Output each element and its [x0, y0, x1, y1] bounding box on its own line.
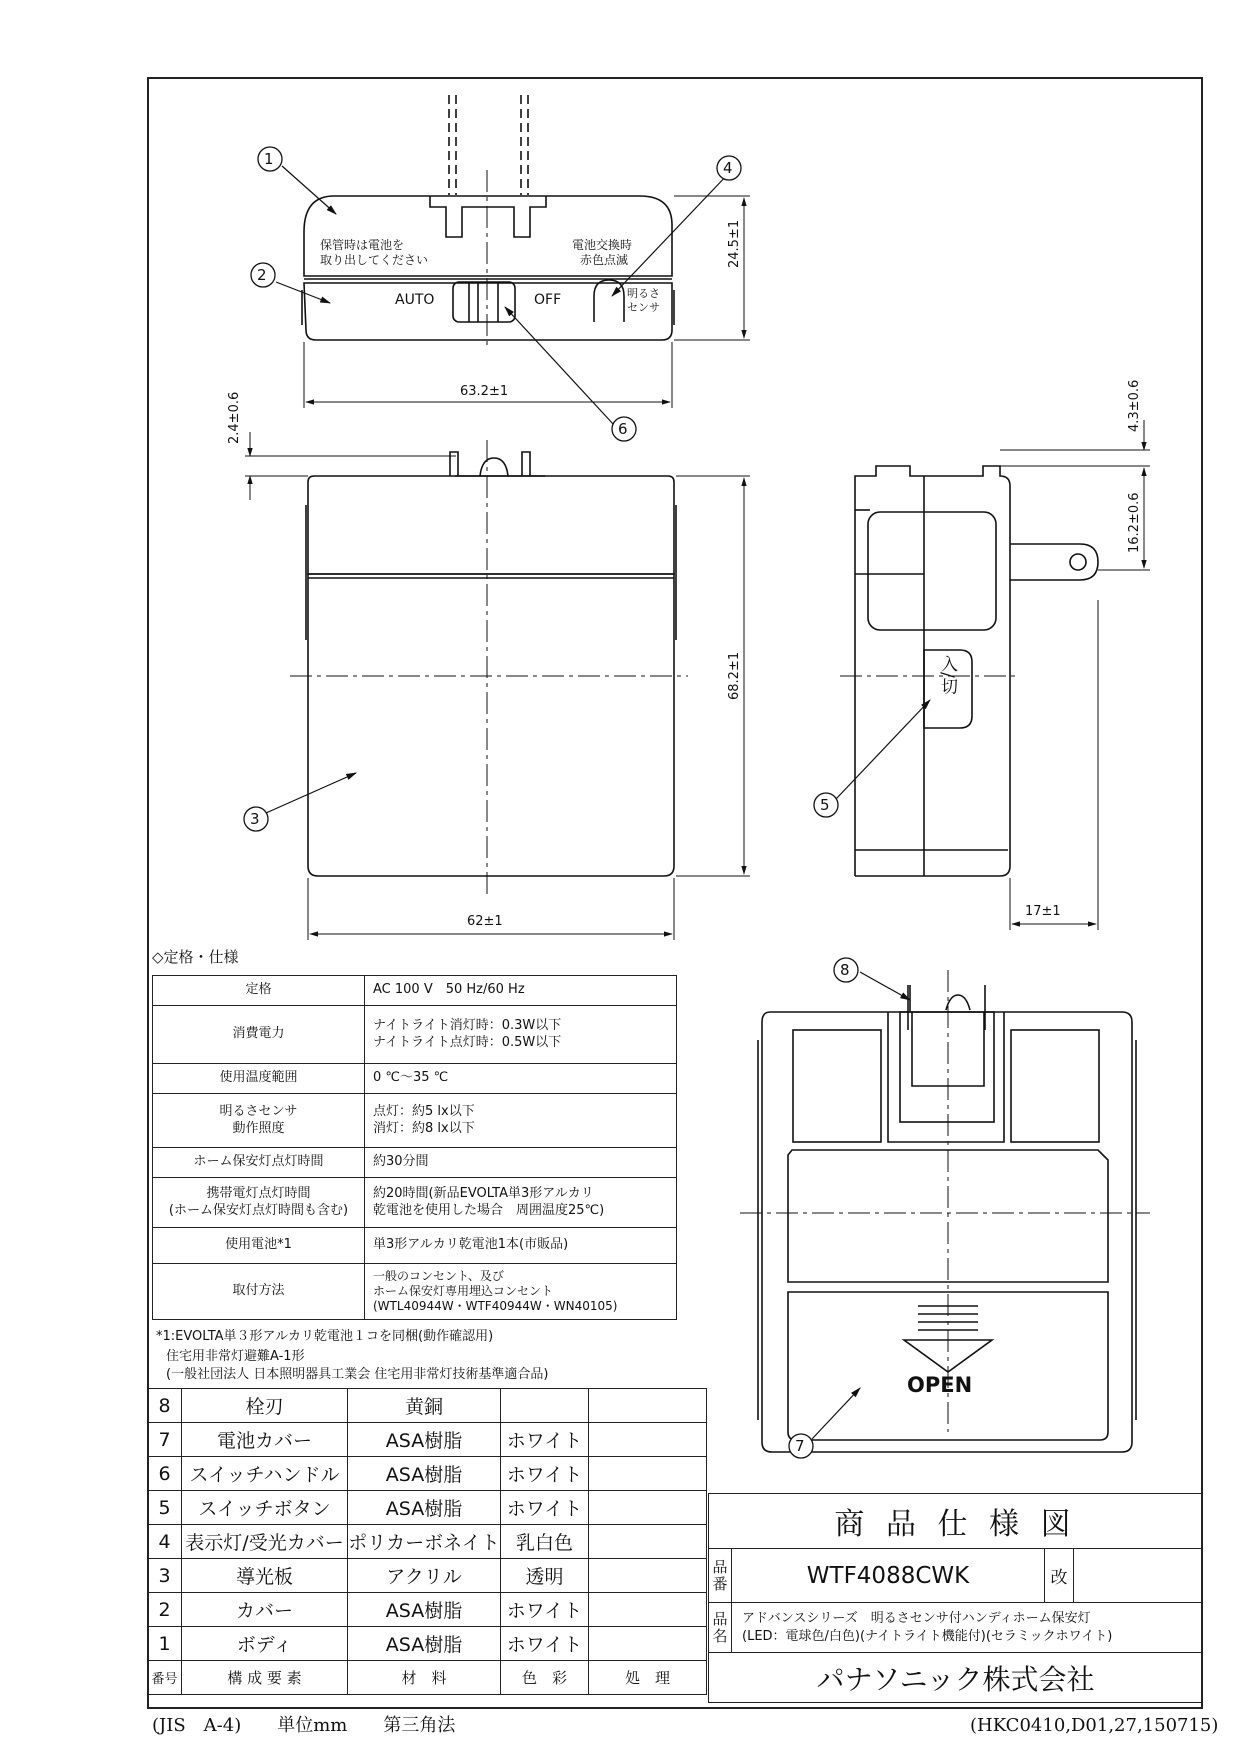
parts-row [148, 1627, 707, 1661]
part-color: ホワイト [501, 1593, 589, 1627]
storage-note-line-2: 取り出してください [320, 253, 429, 267]
part-number: 8 [148, 1389, 182, 1423]
part-material: ASA樹脂 [348, 1457, 501, 1491]
spec-value: AC 100 V 50 Hz/60 Hz [373, 982, 525, 998]
part-material: ASA樹脂 [348, 1627, 501, 1661]
callout-number-3: 3 [250, 810, 260, 828]
company-name: パナソニック株式会社 [709, 1653, 1203, 1703]
spec-row [153, 1178, 677, 1228]
part-color: 乳白色 [501, 1525, 589, 1559]
spec-value: 0 ℃～35 ℃ [373, 1070, 449, 1086]
part-material: ポリカーボネイト [348, 1525, 501, 1559]
spec-key: 使用温度範囲 [219, 1070, 298, 1086]
parts-row [148, 1423, 707, 1457]
part-material: 黄銅 [348, 1389, 501, 1423]
spec-key: ホーム保安灯点灯時間 [193, 1154, 324, 1170]
part-name: スイッチボタン [182, 1491, 348, 1525]
spec-row [153, 976, 677, 1006]
parts-row [148, 1491, 707, 1525]
part-name: スイッチハンドル [182, 1457, 348, 1491]
spec-key: 取付方法 [232, 1283, 285, 1299]
part-treatment [589, 1457, 707, 1491]
dimension-lines [245, 196, 1150, 940]
top-view [302, 95, 674, 345]
open-label: OPEN [907, 1373, 973, 1397]
title-block [708, 1493, 1203, 1703]
parts-header-row [148, 1661, 707, 1695]
dim-top-width: 63.2±1 [460, 384, 509, 399]
dim-plug-offset: 2.4±0.6 [227, 391, 242, 444]
parts-row [148, 1389, 707, 1423]
spec-row [153, 1264, 677, 1320]
part-number-value: WTF4088CWK [732, 1549, 1045, 1603]
callout-number-1: 1 [264, 150, 274, 168]
spec-heading: ◇定格・仕様 [152, 948, 239, 966]
spec-value: 約30分間 [373, 1154, 429, 1170]
part-name: 栓刃 [182, 1389, 348, 1423]
part-treatment [589, 1593, 707, 1627]
part-color: ホワイト [501, 1457, 589, 1491]
footer-scale-note: (JIS A-4) 単位mm 第三角法 [152, 1715, 456, 1736]
spec-value: 約20時間(新品EVOLTA単3形アルカリ [373, 1186, 594, 1202]
spec-row [153, 1148, 677, 1178]
spec-value: ホーム保安灯専用埋込コンセント [373, 1284, 554, 1298]
part-material: ASA樹脂 [348, 1593, 501, 1627]
header-material: 材 料 [348, 1661, 501, 1695]
part-treatment [589, 1525, 707, 1559]
spec-value: ナイトライト消灯時：0.3W以下 [373, 1018, 562, 1034]
part-material: ASA樹脂 [348, 1491, 501, 1525]
sensor-label-line-2: センサ [627, 301, 660, 314]
spec-value: 点灯：約5 lx以下 [373, 1104, 475, 1120]
spec-row [153, 1006, 677, 1064]
sensor-label-line-1: 明るさ [627, 287, 660, 300]
part-name: 電池カバー [182, 1423, 348, 1457]
part-treatment [589, 1423, 707, 1457]
switch-on-off-label: 入/切 [937, 655, 957, 695]
callout-number-2: 2 [257, 266, 267, 284]
part-treatment [589, 1491, 707, 1525]
part-material: アクリル [348, 1559, 501, 1593]
callout-number-5: 5 [820, 796, 830, 814]
parts-table [147, 1388, 707, 1695]
callout-number-7: 7 [795, 1437, 805, 1455]
part-number: 3 [148, 1559, 182, 1593]
parts-row [148, 1525, 707, 1559]
dim-side-depth: 17±1 [1025, 904, 1061, 919]
spec-row [153, 1228, 677, 1264]
part-number: 6 [148, 1457, 182, 1491]
parts-row [148, 1457, 707, 1491]
spec-value: (WTL40944W・WTF40944W・WN40105) [373, 1299, 618, 1313]
header-treatment: 処 理 [589, 1661, 707, 1695]
dim-side-top: 4.3±0.6 [1127, 379, 1142, 432]
part-color: ホワイト [501, 1491, 589, 1525]
header-name: 構 成 要 素 [182, 1661, 348, 1695]
spec-table [152, 975, 677, 1320]
footer-doc-code: (HKC0410,D01,27,150715) [970, 1715, 1219, 1736]
spec-key: 消費電力 [232, 1026, 285, 1042]
spec-value: 消灯：約8 lx以下 [373, 1120, 475, 1136]
spec-key: (ホーム保安灯点灯時間も含む) [168, 1202, 349, 1218]
part-name: ボディ [182, 1627, 348, 1661]
spec-key: 明るさセンサ [219, 1104, 298, 1120]
part-name: 表示灯/受光カバー [182, 1525, 348, 1559]
spec-key: 定格 [245, 982, 272, 998]
battery-note-line-1: 電池交換時 [572, 238, 633, 252]
spec-value: 一般のコンセント、及び [373, 1269, 504, 1283]
part-number: 4 [148, 1525, 182, 1559]
part-treatment [589, 1559, 707, 1593]
spec-value: ナイトライト点灯時：0.5W以下 [373, 1034, 562, 1050]
spec-key: 使用電池*1 [225, 1237, 292, 1253]
header-number: 番号 [148, 1661, 182, 1695]
parts-row [148, 1593, 707, 1627]
revision-label: 改 [1045, 1549, 1074, 1603]
spec-key: 動作照度 [232, 1120, 285, 1136]
part-treatment [589, 1389, 707, 1423]
spec-row [153, 1064, 677, 1094]
part-number: 7 [148, 1423, 182, 1457]
battery-note-line-2: 赤色点滅 [580, 253, 629, 267]
part-name: カバー [182, 1593, 348, 1627]
callout-number-8: 8 [840, 961, 850, 979]
spec-key: 携帯電灯点灯時間 [206, 1186, 311, 1202]
callout-number-6: 6 [618, 420, 628, 438]
drawing-title: 商 品 仕 様 図 [709, 1494, 1203, 1549]
dim-top-height: 24.5±1 [727, 219, 742, 268]
part-no-label: 品番 [709, 1549, 732, 1603]
part-treatment [589, 1627, 707, 1661]
switch-off-label: OFF [534, 292, 562, 308]
product-name-line-2: (LED：電球色/白色)(ナイトライト機能付)(セラミックホワイト) [742, 1628, 1113, 1644]
part-color: ホワイト [501, 1423, 589, 1457]
storage-note-line-1: 保管時は電池を [320, 238, 405, 252]
spec-footnote-3: (一般社団法人 日本照明器具工業会 住宅用非常灯技術基準適合品) [166, 1367, 549, 1382]
part-color: 透明 [501, 1559, 589, 1593]
part-color: ホワイト [501, 1627, 589, 1661]
callout-number-4: 4 [723, 159, 733, 177]
part-name: 導光板 [182, 1559, 348, 1593]
part-number: 1 [148, 1627, 182, 1661]
part-material: ASA樹脂 [348, 1423, 501, 1457]
name-label: 品名 [709, 1603, 732, 1653]
part-number: 5 [148, 1491, 182, 1525]
spec-footnote-1: *1:EVOLTA単３形アルカリ乾電池１コを同梱(動作確認用) [156, 1329, 494, 1344]
part-number: 2 [148, 1593, 182, 1627]
header-color: 色 彩 [501, 1661, 589, 1695]
spec-value: 単3形アルカリ乾電池1本(市販品) [373, 1237, 569, 1253]
part-color [501, 1389, 589, 1423]
front-view [290, 440, 688, 898]
switch-auto-label: AUTO [395, 292, 435, 308]
dim-front-height: 68.2±1 [727, 651, 742, 700]
product-name-line-1: アドバンスシリーズ 明るさセンサ付ハンディホーム保安灯 [742, 1610, 1091, 1626]
spec-value: 乾電池を使用した場合 周囲温度25℃) [373, 1202, 605, 1218]
parts-row [148, 1559, 707, 1593]
dim-front-width: 62±1 [467, 914, 503, 929]
spec-footnote-2: 住宅用非常灯避難A-1形 [166, 1349, 305, 1364]
side-view [840, 466, 1098, 876]
dim-side-pin: 16.2±0.6 [1127, 492, 1142, 553]
spec-row [153, 1094, 677, 1148]
